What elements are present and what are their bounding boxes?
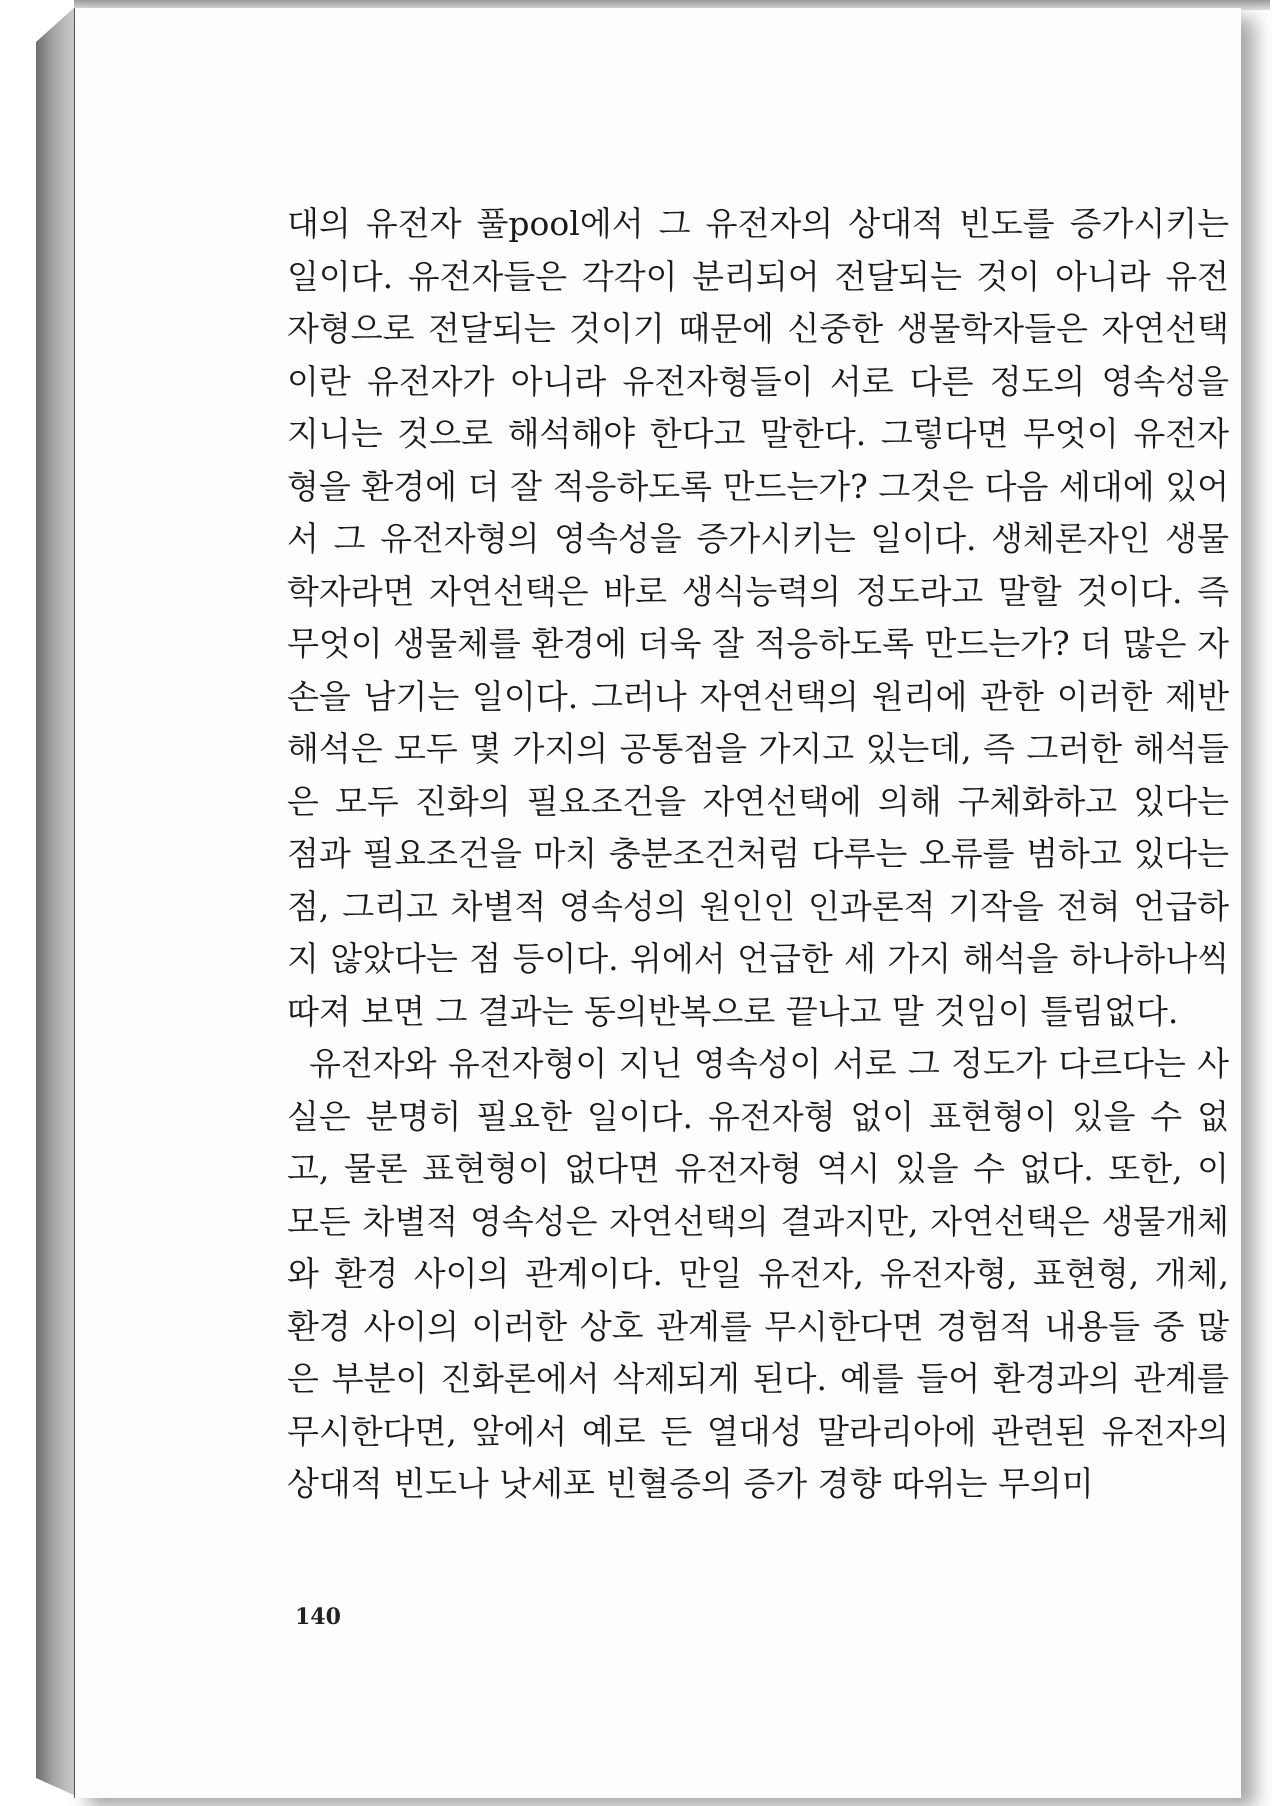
body-text [287,198,1229,1511]
book-spine-edge [36,6,76,1796]
paragraph-1: 대의 유전자 풀pool에서 그 유전자의 상대적 빈도를 증가시키는 일이다. 유전자들은 각각이 분리되어 전달되는 것이 아니라 유전자형으로 전달되는 것이기 때문에 신중한 생물학자들은 자연선택이란 유전자가 아니라 유전자형들이 서로 다른 정도의 영속성을 지니는 것으로 해석해야 한다고 말한다. 그렇다면 무엇이 유전자형을 환경에 더 잘 적응하도록 만드는가? 그것은 다음 세대에 있어서 그 유전자형의 영속성을 증가시키는 일이다. 생체론자인 생물학자라면 자연선택은 바로 생식능력의 정도라고 말할 것이다. 즉 무엇이 생물체를 환경에 더욱 잘 적응하도록 만드는가? 더 많은 자손을 남기는 일이다. 그러나 자연선택의 원리에 관한 이러한 제반 해석은 모두 몇 가지의 공통점을 가지고 있는데, 즉 그러한 해석들은 모두 진화의 필요조건을 자연선택에 의해 구체화하고 있다는 점과 필요조건을 마치 충분조건처럼 다루는 오류를 범하고 있다는 점, 그리고 차별적 영속성의 원인인 인과론적 기작을 전혀 언급하지 않았다는 점 등이다. 위에서 언급한 세 가지 해석을 하나하나씩 따져 보면 그 결과는 동의반복으로 끝나고 말 것임이 틀림없다. [287,204,1229,1031]
book-page [74,8,1241,1798]
page-number: 140 [295,1604,341,1630]
paragraph-2: 유전자와 유전자형이 지닌 영속성이 서로 그 정도가 다르다는 사실은 분명히 필요한 일이다. 유전자형 없이 표현형이 있을 수 없고, 물론 표현형이 없다면 유전자형 역시 있을 수 없다. 또한, 이 모든 차별적 영속성은 자연선택의 결과지만, 자연선택은 생물개체와 환경 사이의 관계이다. 만일 유전자, 유전자형, 표현형, 개체, 환경 사이의 이러한 상호 관계를 무시한다면 경험적 내용들 중 많은 부분이 진화론에서 삭제되게 된다. 예를 들어 환경과의 관계를 무시한다면, 앞에서 예로 든 열대성 말라리아에 관련된 유전자의 상대적 빈도나 낫세포 빈혈증의 증가 경향 따위는 무의미 [287,1044,1229,1503]
